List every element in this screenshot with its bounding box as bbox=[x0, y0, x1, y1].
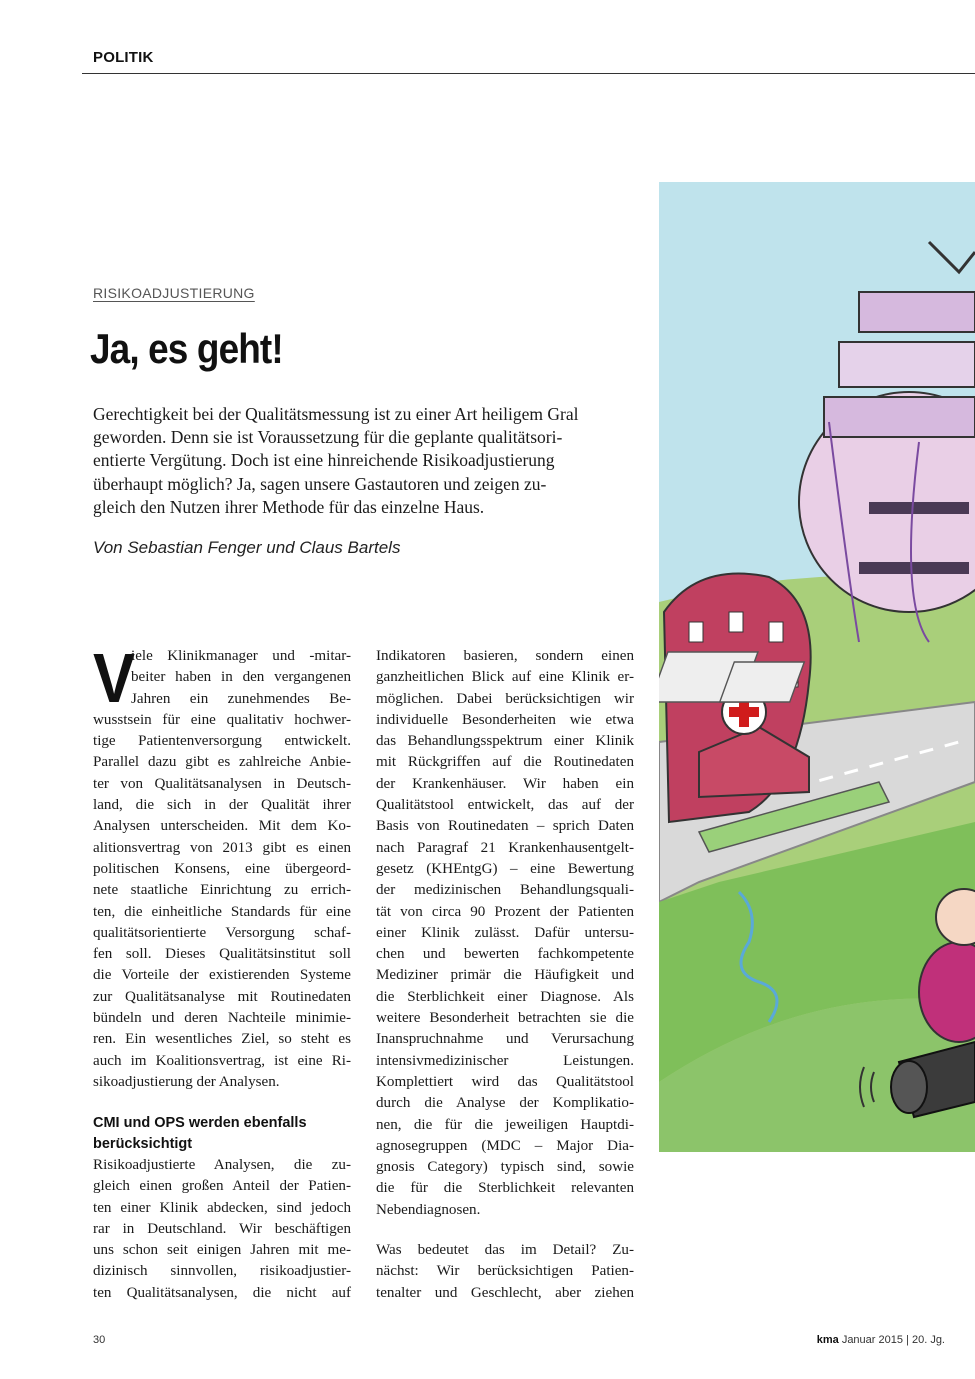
volume: 20. Jg. bbox=[911, 1334, 945, 1346]
text-line: ten, die einheitliche Standards für eine bbox=[93, 903, 351, 920]
issue-date: Januar 2015 bbox=[841, 1334, 903, 1346]
cannon-muzzle bbox=[891, 1061, 927, 1113]
text-line: agnosegruppen (MDC – Major Dia- bbox=[376, 1137, 634, 1154]
text-line: ter von Qualitätsanalysen in Deutsch- bbox=[93, 775, 351, 792]
body-column-right bbox=[376, 646, 634, 1221]
text-line: die Sterblichkeit einer Diagnose. Als bbox=[376, 988, 634, 1005]
text-line: qualitätsorientierte Versorgung schaf- bbox=[93, 924, 351, 941]
text-line: die für die Sterblichkeit relevanten bbox=[376, 1180, 634, 1197]
hospital-window bbox=[769, 622, 783, 642]
text-line: chen und bewerten fachkompetente bbox=[376, 946, 634, 963]
text-line: Jahren ein zunehmendes Be- bbox=[131, 690, 351, 707]
text-line: bündeln und deren Nachteile minimie- bbox=[93, 1010, 351, 1027]
text-line: nach Paragraf 21 Krankenhausentgelt- bbox=[376, 839, 634, 856]
text-line: die Vorteile der existierenden Systeme bbox=[93, 967, 351, 984]
subheading bbox=[93, 1113, 351, 1155]
lead-line: geworden. Denn sie ist Voraussetzung für die geplante qualitätsori- bbox=[93, 427, 563, 448]
text-line: rar in Deutschland. Wir beschäftigen bbox=[93, 1220, 351, 1237]
lead-line: überhaupt möglich? Ja, sagen unsere Gastautoren und zeigen zu- bbox=[93, 473, 547, 494]
text-line: beiter haben in den vergangenen bbox=[131, 669, 351, 686]
text-line: ganzheitlichen Blick auf eine Klinik er- bbox=[376, 669, 634, 686]
parking-lot bbox=[720, 662, 805, 702]
text-line: Indikatoren basieren, sondern einen bbox=[376, 648, 634, 664]
text-line: alitionsvertrag von 2013 gibt es einen bbox=[93, 839, 351, 856]
ship-deck-1 bbox=[859, 292, 975, 332]
text-line: Mediziner primär die Häufigkeit und bbox=[376, 967, 634, 984]
text-line: durch die Analyse der Komplikatio- bbox=[376, 1095, 634, 1112]
text-line: auch im Koalitionsvertrag, ist eine Ri- bbox=[93, 1052, 351, 1069]
header-rule bbox=[82, 73, 975, 74]
lead-line: entierte Vergütung. Doch ist eine hinreichende Risikoadjustierung bbox=[93, 450, 555, 471]
text-line: sikoadjustierung der Analysen. bbox=[93, 1073, 280, 1090]
ship-deck-3 bbox=[824, 397, 975, 437]
text-line: Analysen unterscheiden. Mit dem Ko- bbox=[93, 818, 351, 835]
text-line: uns schon seit einigen Jahren mit me- bbox=[93, 1242, 351, 1259]
ship-windows-1 bbox=[869, 502, 969, 514]
text-line: zur Qualitätsanalyse mit Routinedaten bbox=[93, 988, 351, 1005]
text-line: land, die sich in der Qualität ihrer bbox=[93, 797, 351, 814]
text-line: nete staatliche Einrichtung zu errich- bbox=[93, 882, 351, 899]
body-column-left bbox=[93, 639, 351, 1093]
ship-windows-2 bbox=[859, 562, 969, 574]
text-line: tige Patientenversorgung entwickelt. bbox=[93, 733, 351, 750]
lead-paragraph bbox=[93, 403, 641, 519]
text-line: individuelle Besonderheiten wie etwa bbox=[376, 711, 634, 728]
section-label: POLITIK bbox=[93, 49, 154, 66]
body-column-left-continued bbox=[93, 1155, 351, 1304]
body-column-right-continued bbox=[376, 1240, 634, 1304]
text-line: fen soll. Dieses Qualitätsinstitut soll bbox=[93, 946, 351, 963]
text-line: das Behandlungsspektrum einer Klinik bbox=[376, 733, 634, 750]
hospital-window bbox=[729, 612, 743, 632]
text-line: ten Qualitätsanalysen, die nicht auf bbox=[93, 1284, 351, 1301]
text-line: Nebendiagnosen. bbox=[376, 1201, 481, 1218]
text-line: Inanspruchnahme und Verursachung bbox=[376, 1031, 634, 1048]
text-line: mit Rückgriffen auf die Routinedaten bbox=[376, 754, 634, 771]
magazine-name: kma bbox=[816, 1334, 839, 1346]
text-line: wusstsein für eine qualitativ hochwer- bbox=[93, 711, 351, 728]
headline: Ja, es geht! bbox=[90, 325, 283, 372]
hospital-window bbox=[689, 622, 703, 642]
text-line: Parallel dazu gibt es zahlreiche Anbie- bbox=[93, 754, 351, 771]
cartoon-illustration bbox=[659, 182, 975, 1152]
page-number: 30 bbox=[93, 1334, 106, 1346]
text-line: tenalter und Geschlecht, aber ziehen bbox=[376, 1284, 634, 1301]
text-line: einer Klinik zulässt. Dafür untersu- bbox=[376, 924, 634, 941]
text-line: Was bedeutet das im Detail? Zu- bbox=[376, 1242, 634, 1258]
text-line: politischen Konsens, eine übergeord- bbox=[93, 860, 351, 877]
text-line: Komplettiert wird das Qualitätstool bbox=[376, 1073, 634, 1090]
text-line: weitere Besonderheit betrachten sie die bbox=[376, 1010, 634, 1027]
text-line: Qualitätstool entwickelt, das auf der bbox=[376, 797, 634, 814]
lead-line: gleich den Nutzen ihrer Methode für das einzelne Haus. bbox=[93, 496, 485, 517]
text-line: gnosis Category) typisch sind, sowie bbox=[376, 1159, 634, 1176]
subheading-line: CMI und OPS werden ebenfalls bbox=[93, 1115, 307, 1131]
text-line: Risikoadjustierte Analysen, die zu- bbox=[93, 1157, 351, 1173]
text-line: iele Klinikmanager und -mitar- bbox=[131, 648, 351, 664]
byline: Von Sebastian Fenger und Claus Bartels bbox=[93, 538, 401, 557]
text-line: Basis von Routinedaten – sprich Daten bbox=[376, 818, 634, 835]
text-line: ren. Ein wesentliches Ziel, so steht es bbox=[93, 1031, 351, 1048]
text-line: ten einer Klinik abdecken, sind jedoch bbox=[93, 1199, 351, 1216]
text-line: gesetz (KHEntgG) – eine Bewertung bbox=[376, 860, 634, 877]
lead-line: Gerechtigkeit bei der Qualitätsmessung ist zu einer Art heiligem Gral bbox=[93, 404, 579, 424]
text-line: nen, die für die jeweiligen Hauptdi- bbox=[376, 1116, 634, 1133]
footer-separator: | bbox=[906, 1334, 909, 1346]
text-line: intensivmedizinischer Leistungen. bbox=[376, 1052, 634, 1069]
dropcap: V bbox=[93, 639, 136, 717]
kicker: RISIKOADJUSTIERUNG bbox=[93, 285, 255, 301]
subheading-line: berücksichtigt bbox=[93, 1136, 193, 1152]
text-line: der medizinischen Behandlungsquali- bbox=[376, 882, 634, 899]
text-line: möglichen. Dabei berücksichtigen wir bbox=[376, 690, 634, 707]
text-line: gleich einen großen Anteil der Patien- bbox=[93, 1178, 351, 1195]
ship-deck-2 bbox=[839, 342, 975, 387]
text-line: nächst: Wir berücksichtigen Patien- bbox=[376, 1263, 634, 1280]
footer-issue-info bbox=[817, 1334, 945, 1346]
text-line: dizinisch sinnvollen, risikoadjustier- bbox=[93, 1263, 351, 1280]
text-line: der Krankenhäuser. Wir haben ein bbox=[376, 775, 634, 792]
text-line: tät von circa 90 Prozent der Patienten bbox=[376, 903, 634, 920]
